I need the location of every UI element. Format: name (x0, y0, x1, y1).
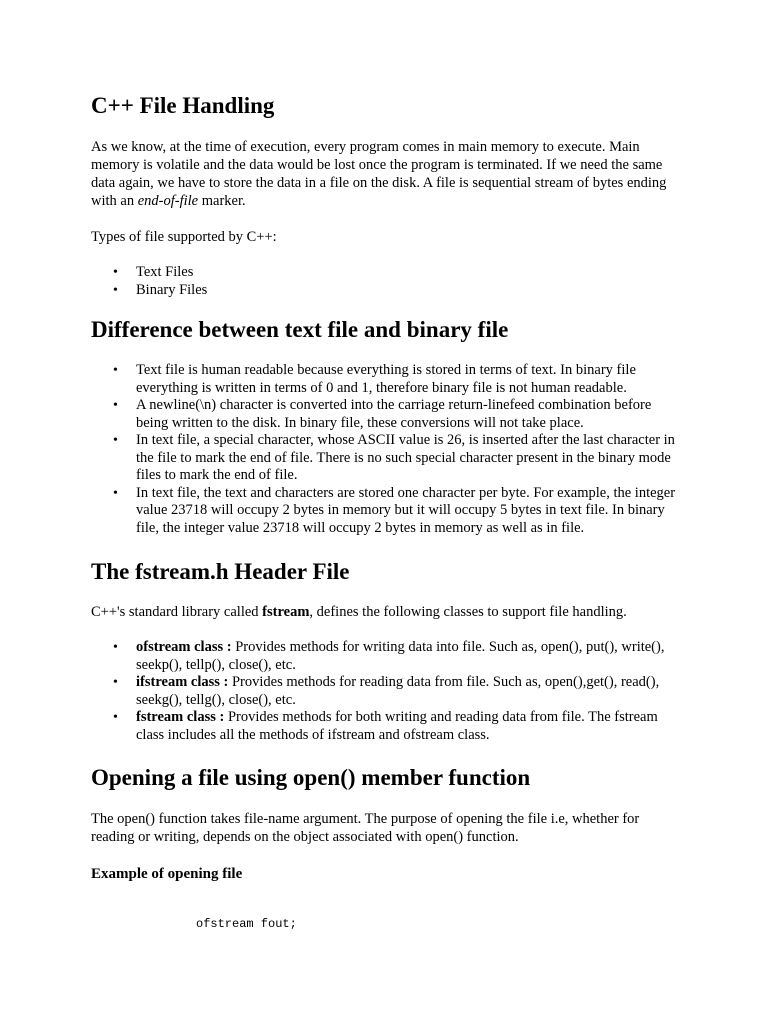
list-item-text: In text file, the text and characters are stored one character per byte. For example, the integer value 23718 will occupy 2 bytes in memory but it will occupy 5 bytes in text file. In binary file, the integer value 23718 will occupy 2 bytes in memory as well as in file. (136, 484, 676, 536)
list-item (91, 264, 681, 282)
intro-italic-term: end-of-file (137, 193, 199, 209)
list-item (91, 674, 681, 709)
list-item-text: Text Files (136, 264, 194, 280)
class-desc: Provides methods for both writing and reading data from file. The fstream class includes all the methods of ifstream and ofstream class. (136, 709, 658, 743)
list-item (91, 282, 681, 300)
bullet-icon: • (113, 675, 118, 690)
list-item-text: Binary Files (136, 281, 208, 298)
class-name: fstream class : (136, 709, 225, 725)
class-desc: Provides methods for reading data from file. Such as, open(),get(), read(), seekg(), tellg(), close(), etc. (136, 674, 660, 708)
list-item (91, 362, 681, 397)
fstream-intro-text-2: , defines the following classes to support file handling. (309, 604, 627, 620)
class-name: ifstream class : (136, 674, 229, 690)
intro-text-1: As we know, at the time of execution, every program comes in main memory to execute. Main memory is volatile and the data would be lost once the program is terminated. If we need the same data again, we have to store the data in a file on the disk. A file is sequential stream of bytes ending with an (91, 139, 667, 209)
list-item (91, 709, 681, 744)
class-desc: Provides methods for writing data into file. Such as, open(), put(), write(), seekp(), tellp(), close(), etc. (136, 639, 665, 673)
file-types-list (91, 264, 681, 299)
heading-file-handling: C++ File Handling (91, 93, 275, 118)
class-name: ofstream class : (136, 639, 232, 655)
fstream-intro (91, 603, 681, 621)
heading-opening: Opening a file using open() member function (91, 765, 531, 790)
opening-intro: The open() function takes file-name argument. The purpose of opening the file i.e, whether for reading or writing, depends on the object associated with open() function. (91, 811, 640, 845)
list-item (91, 432, 681, 485)
bullet-icon: • (113, 282, 118, 298)
heading-fstream: The fstream.h Header File (91, 559, 350, 584)
fstream-classes-list (91, 639, 681, 744)
code-snippet: ofstream fout; (196, 917, 297, 931)
intro-paragraph (91, 138, 681, 210)
bullet-icon: • (113, 485, 118, 501)
bullet-icon: • (113, 710, 118, 725)
example-heading: Example of opening file (91, 866, 243, 882)
bullet-icon: • (113, 363, 118, 378)
list-item (91, 397, 681, 432)
list-item-text: A newline(\n) character is converted into the carriage return-linefeed combination before being written to the disk. In binary file, these conversions will not take place. (136, 397, 652, 431)
list-item (91, 639, 681, 674)
intro-text-2: marker. (198, 193, 246, 209)
list-item-text: In text file, a special character, whose ASCII value is 26, is inserted after the last character in the file to mark the end of file. There is no such special character present in the binary mode files to mark the end of file. (136, 432, 675, 483)
heading-difference: Difference between text file and binary file (91, 317, 509, 342)
list-item-text: Text file is human readable because everything is stored in terms of text. In binary file everything is written in terms of 0 and 1, therefore binary file is not human readable. (136, 362, 636, 396)
fstream-intro-bold: fstream (262, 604, 310, 620)
types-label: Types of file supported by C++: (91, 229, 277, 245)
bullet-icon: • (113, 265, 118, 280)
bullet-icon: • (113, 398, 118, 413)
bullet-icon: • (113, 433, 118, 448)
bullet-icon: • (113, 640, 118, 655)
list-item (91, 485, 681, 538)
difference-list (91, 362, 681, 537)
fstream-intro-text-1: C++'s standard library called (91, 604, 263, 620)
